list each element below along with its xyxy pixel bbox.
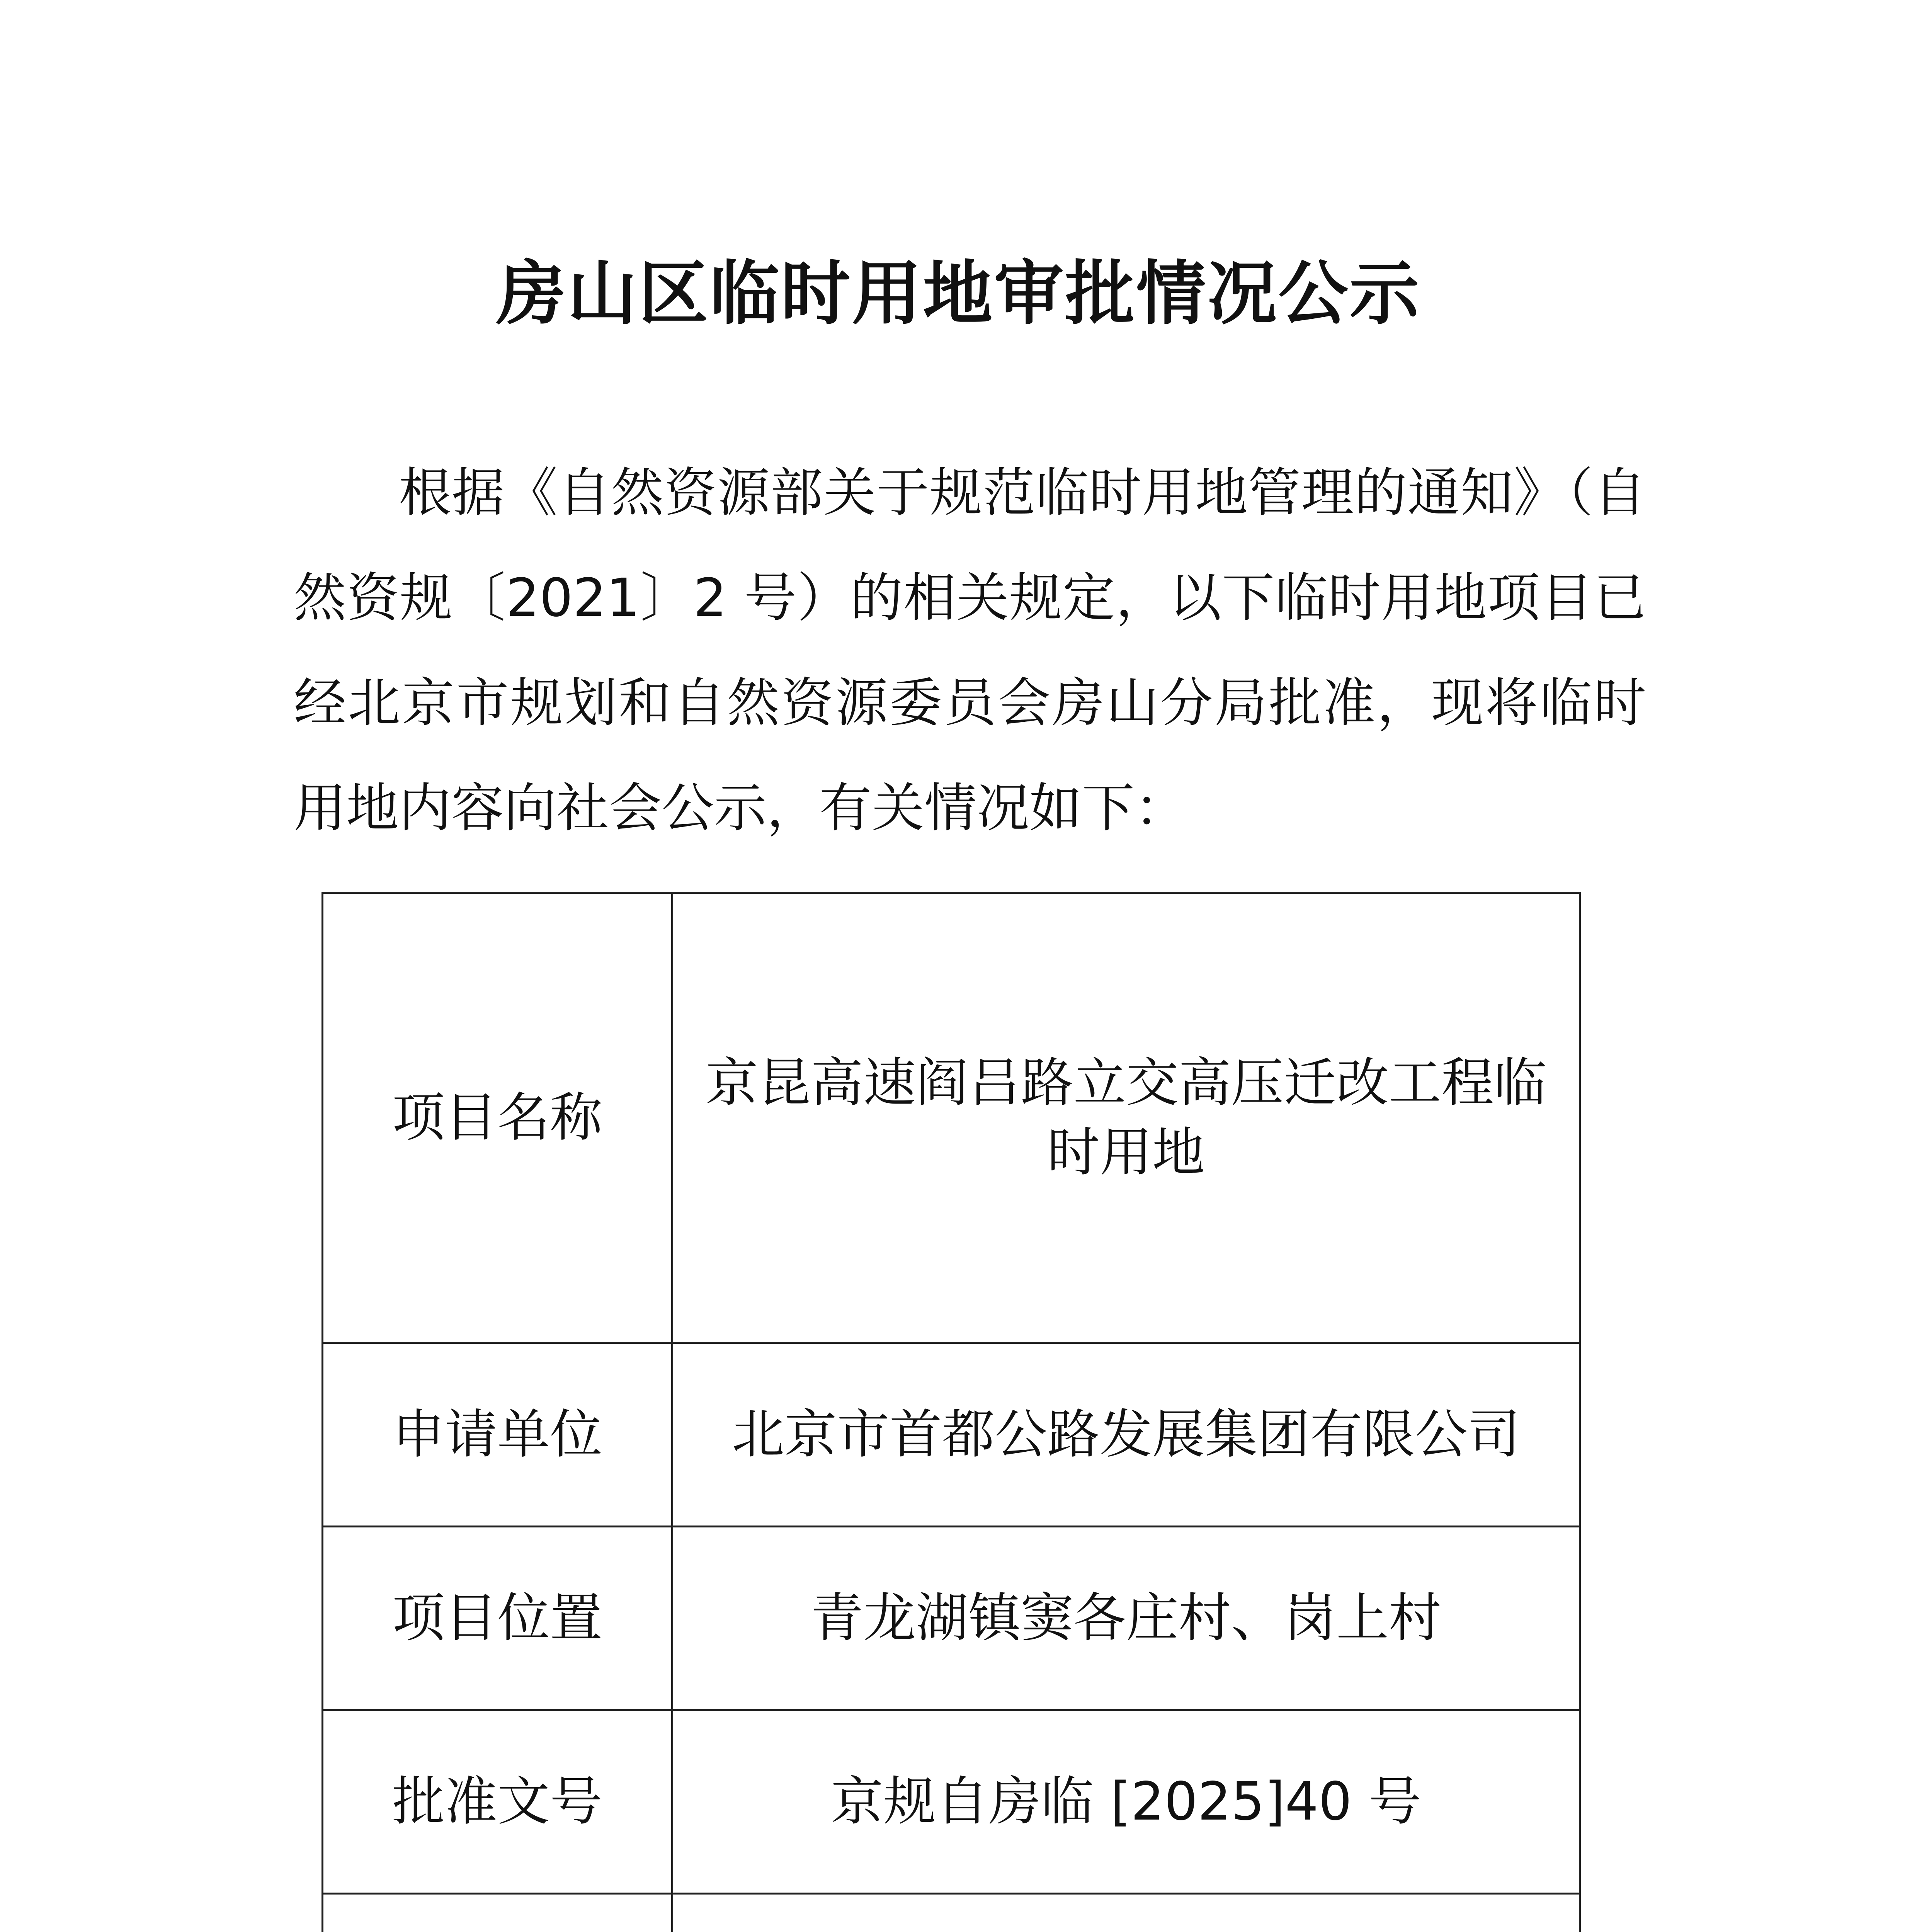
approved-area-label: [323, 1894, 672, 1932]
approval-number-value: 京规自房临 [2025]40 号: [672, 1710, 1580, 1894]
applicant-label: 申请单位: [323, 1343, 672, 1527]
project-name-label: 项目名称: [323, 893, 672, 1343]
intro-paragraph: 根据《自然资源部关于规范临时用地管理的通知》（自然资规〔2021〕2 号）的相关规定，以下临时用地项目已经北京市规划和自然资源委员会房山分局批准，现将临时用地内容向社会公示，有关情况如下：: [294, 463, 1646, 839]
approval-number-label: 批准文号: [323, 1710, 672, 1894]
approved-area-value: [672, 1894, 1580, 1932]
approval-info-table: [321, 892, 1581, 1932]
table-row-approval-number: [323, 1710, 1580, 1894]
location-label: 项目位置: [323, 1527, 672, 1710]
table-row-applicant: [323, 1343, 1580, 1527]
document-title: 房山区临时用地审批情况公示: [496, 253, 1421, 334]
location-value: 青龙湖镇窦各庄村、岗上村: [672, 1527, 1580, 1710]
table-row-location: [323, 1527, 1580, 1710]
project-name-value: 京昆高速阎吕路立交高压迁改工程临时用地: [672, 893, 1580, 1343]
applicant-value: 北京市首都公路发展集团有限公司: [672, 1343, 1580, 1527]
table-row-project-name: [323, 893, 1580, 1343]
table-row-approved-area: [323, 1894, 1580, 1932]
